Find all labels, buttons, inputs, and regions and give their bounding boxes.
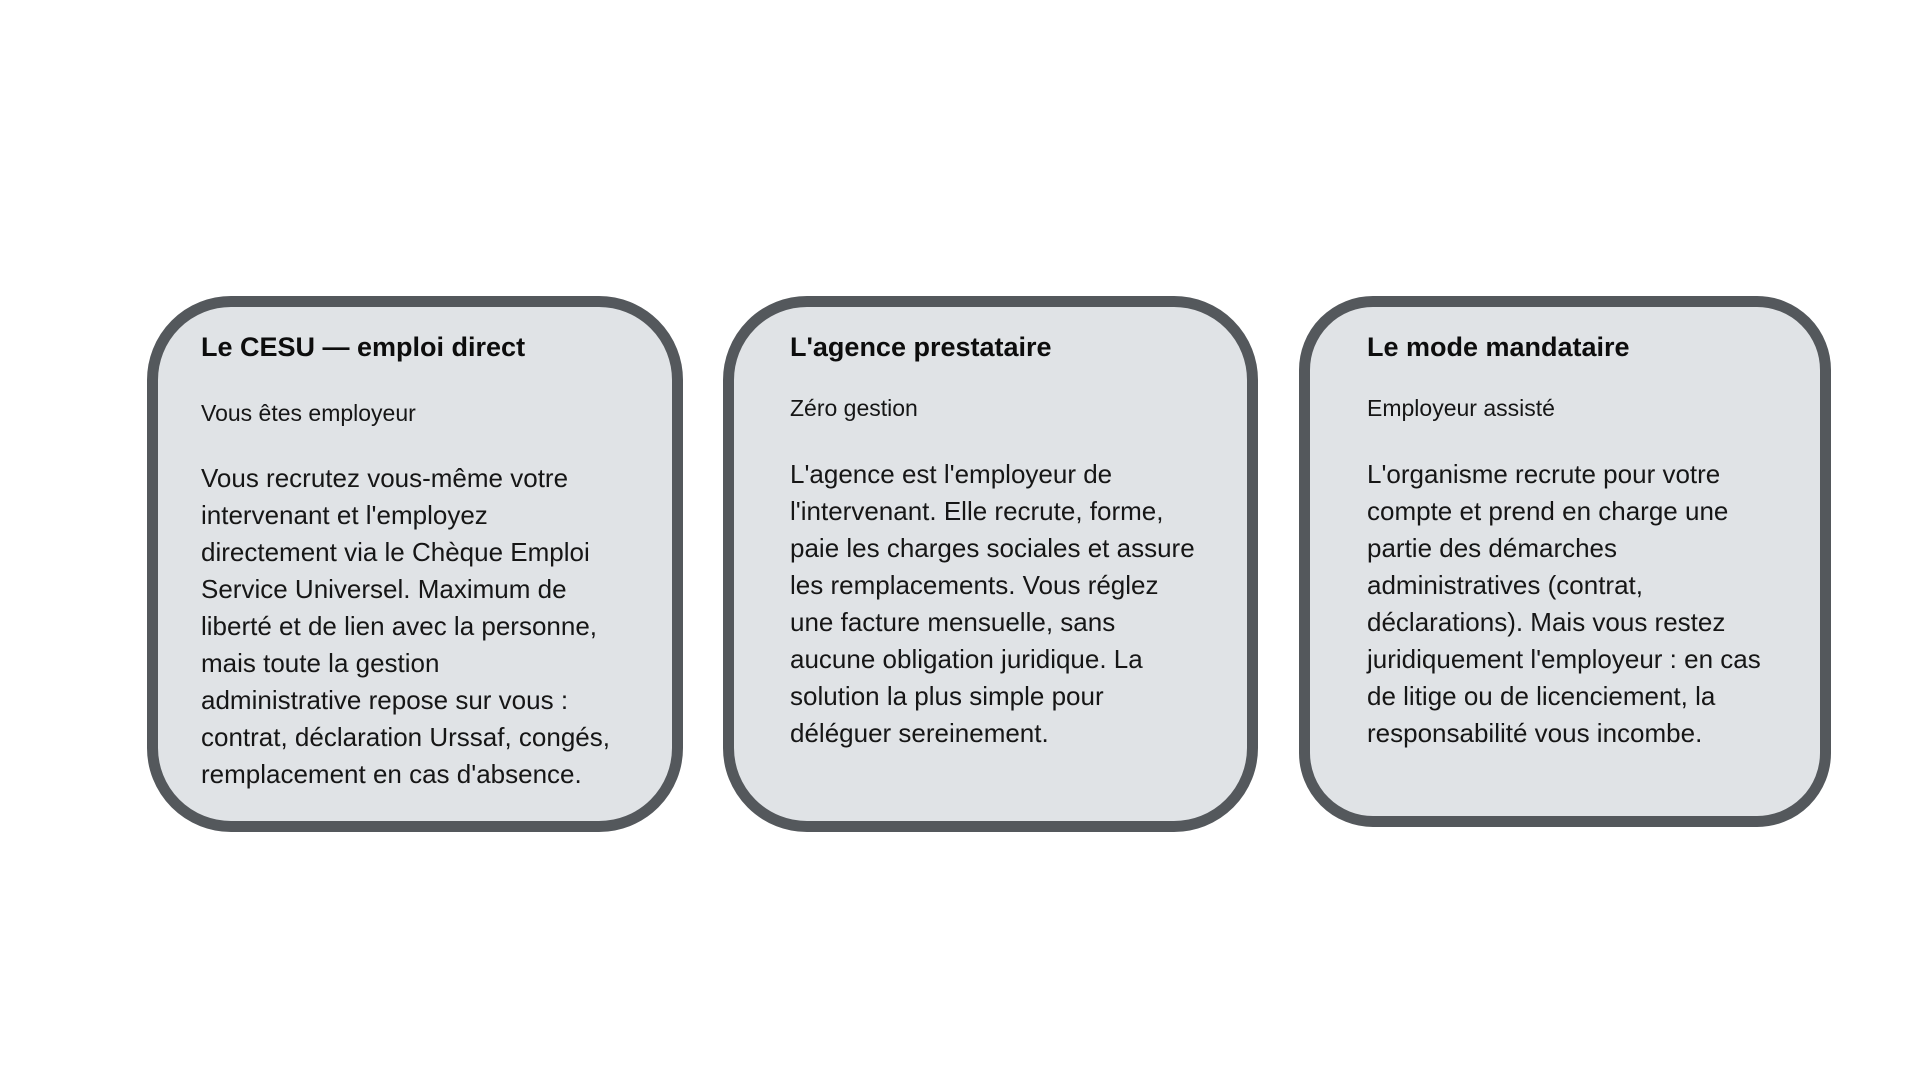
body-line: l'intervenant. Elle recrute, forme, [790, 496, 1164, 526]
body-line: L'agence est l'employeur de [790, 459, 1113, 489]
body-line: solution la plus simple pour [790, 681, 1104, 711]
card-mode-mandataire [1299, 296, 1831, 827]
body-line: responsabilité vous incombe. [1367, 718, 1703, 748]
body-line: directement via le Chèque Emploi [201, 537, 590, 567]
body-line: les remplacements. Vous réglez [790, 570, 1159, 600]
body-line: remplacement en cas d'absence. [201, 759, 582, 789]
card-body [1367, 456, 1761, 752]
body-line: Service Universel. Maximum de [201, 574, 567, 604]
card-subtitle: Zéro gestion [790, 395, 918, 421]
body-line: juridiquement l'employeur : en cas [1367, 644, 1761, 674]
body-line: paie les charges sociales et assure [790, 533, 1195, 563]
body-line: partie des démarches [1367, 533, 1618, 563]
card-title: Le mode mandataire [1367, 332, 1630, 362]
card-title: Le CESU — emploi direct [201, 332, 526, 362]
card-subtitle: Employeur assisté [1367, 395, 1555, 421]
body-line: aucune obligation juridique. La [790, 644, 1143, 674]
body-line: administratives (contrat, [1367, 570, 1643, 600]
body-line: de litige ou de licenciement, la [1367, 681, 1716, 711]
body-line: contrat, déclaration Urssaf, congés, [201, 722, 610, 752]
card-agence-prestataire [723, 296, 1258, 832]
body-line: liberté et de lien avec la personne, [201, 611, 598, 641]
body-line: une facture mensuelle, sans [790, 607, 1116, 637]
body-line: compte et prend en charge une [1367, 496, 1729, 526]
card-title: L'agence prestataire [790, 332, 1052, 362]
body-line: Vous recrutez vous-même votre [201, 463, 569, 493]
card-cesu-emploi-direct [147, 296, 683, 832]
card-body [790, 456, 1195, 752]
body-line: L'organisme recrute pour votre [1367, 459, 1721, 489]
body-line: mais toute la gestion [201, 648, 440, 678]
body-line: administrative repose sur vous : [201, 685, 569, 715]
body-line: déclarations). Mais vous restez [1367, 607, 1726, 637]
card-subtitle: Vous êtes employeur [201, 400, 416, 426]
body-line: intervenant et l'employez [201, 500, 488, 530]
body-line: déléguer sereinement. [790, 718, 1049, 748]
card-body [201, 460, 610, 793]
